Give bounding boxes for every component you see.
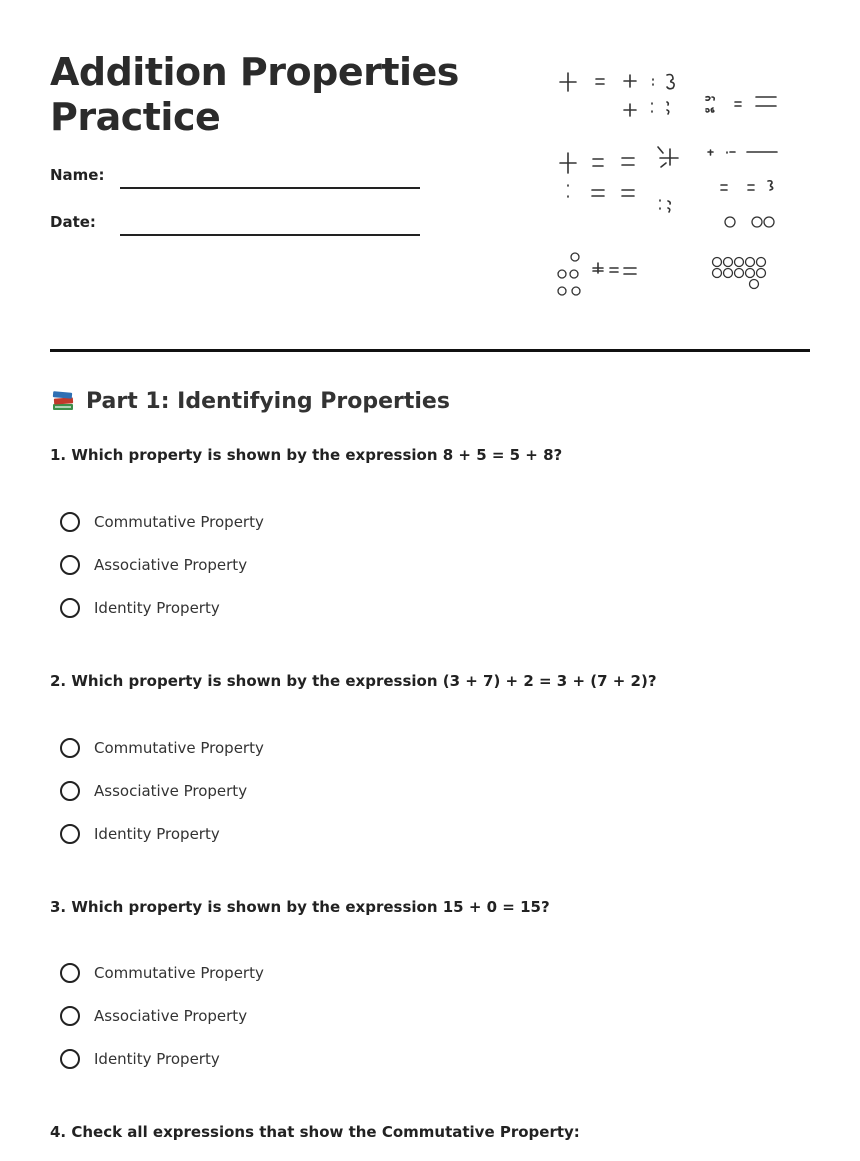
radio-button[interactable]	[60, 555, 80, 575]
q3-option-commutative[interactable]	[60, 963, 264, 983]
option-label: Commutative Property	[94, 739, 264, 757]
question-1: 1. Which property is shown by the expression 8 + 5 = 5 + 8?	[50, 446, 563, 464]
option-label: Identity Property	[94, 599, 220, 617]
radio-button[interactable]	[60, 512, 80, 532]
option-label: Identity Property	[94, 1050, 220, 1068]
question-2: 2. Which property is shown by the expression (3 + 7) + 2 = 3 + (7 + 2)?	[50, 672, 657, 690]
q2-option-associative[interactable]	[60, 781, 247, 801]
title-line-2: Practice	[50, 95, 221, 139]
question-3: 3. Which property is shown by the expression 15 + 0 = 15?	[50, 898, 550, 916]
q1-option-commutative[interactable]	[60, 512, 264, 532]
option-label: Identity Property	[94, 825, 220, 843]
radio-button[interactable]	[60, 598, 80, 618]
date-label: Date:	[50, 213, 96, 231]
radio-button[interactable]	[60, 1049, 80, 1069]
books-icon	[50, 388, 76, 414]
option-label: Associative Property	[94, 782, 248, 800]
section-heading	[50, 388, 450, 414]
radio-button[interactable]	[60, 963, 80, 983]
q1-option-associative[interactable]	[60, 555, 247, 575]
section-title: Part 1: Identifying Properties	[86, 388, 450, 414]
radio-button[interactable]	[60, 824, 80, 844]
option-label: Commutative Property	[94, 513, 264, 531]
option-label: Associative Property	[94, 556, 248, 574]
page-title	[50, 50, 490, 140]
question-4: 4. Check all expressions that show the Commutative Property:	[50, 1123, 580, 1141]
q2-option-commutative[interactable]	[60, 738, 264, 758]
radio-button[interactable]	[60, 738, 80, 758]
section-divider	[50, 349, 810, 352]
option-label: Associative Property	[94, 1007, 248, 1025]
q3-option-identity[interactable]	[60, 1049, 220, 1069]
radio-button[interactable]	[60, 1006, 80, 1026]
name-field[interactable]	[120, 187, 420, 189]
option-label: Commutative Property	[94, 964, 264, 982]
radio-button[interactable]	[60, 781, 80, 801]
q1-option-identity[interactable]	[60, 598, 220, 618]
name-label: Name:	[50, 166, 105, 184]
title-line-1: Addition Properties	[50, 50, 459, 94]
q2-option-identity[interactable]	[60, 824, 220, 844]
q3-option-associative[interactable]	[60, 1006, 247, 1026]
date-field[interactable]	[120, 234, 420, 236]
math-doodle-illustration	[540, 55, 800, 305]
